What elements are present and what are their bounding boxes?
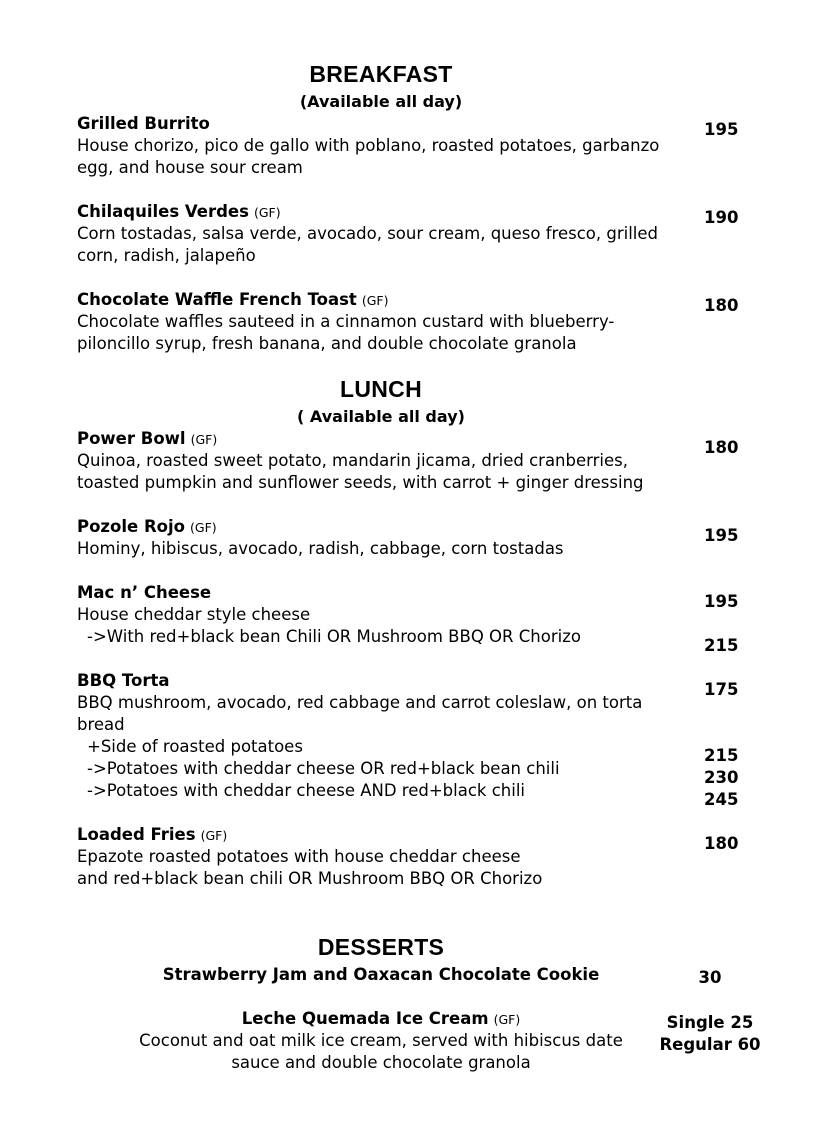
menu-item-desc: egg, and house sour cream: [77, 158, 303, 177]
menu-item-name: Chocolate Waffle French Toast (GF): [77, 290, 389, 309]
dessert-item-desc: sauce and double chocolate granola: [231, 1053, 531, 1072]
menu-item-desc: and red+black bean chili OR Mushroom BBQ OR Chorizo: [77, 869, 543, 888]
menu-item-desc: bread: [77, 715, 125, 734]
menu-item-price: 180: [704, 834, 739, 853]
menu-item-desc: House chorizo, pico de gallo with poblano, roasted potatoes, garbanzo: [77, 136, 660, 155]
breakfast-heading: BREAKFAST: [309, 61, 453, 87]
menu-item-option: ->Potatoes with cheddar cheese OR red+black bean chili: [87, 759, 560, 778]
desserts-heading: DESSERTS: [317, 934, 445, 960]
menu-item-price: 195: [704, 592, 739, 611]
menu-item-price: 180: [704, 438, 739, 457]
menu-item-name: Grilled Burrito: [77, 114, 210, 133]
dessert-price-single: Single 25: [666, 1013, 754, 1032]
menu-item-desc: Corn tostadas, salsa verde, avocado, sour cream, queso fresco, grilled: [77, 224, 658, 243]
menu-item-option-price: 215: [704, 636, 739, 655]
dessert-item-name: Leche Quemada Ice Cream (GF): [241, 1009, 521, 1028]
menu-item-desc: Quinoa, roasted sweet potato, mandarin jicama, dried cranberries,: [77, 451, 628, 470]
menu-item-option-price: 215: [704, 746, 739, 765]
gf-tag: (GF): [190, 432, 218, 447]
menu-item-desc: BBQ mushroom, avocado, red cabbage and carrot coleslaw, on torta: [77, 693, 643, 712]
menu-item-price: 190: [704, 208, 739, 227]
menu-item-price: 175: [704, 680, 739, 699]
gf-tag: (GF): [190, 520, 217, 535]
menu-item-desc: Epazote roasted potatoes with house cheddar cheese: [77, 847, 521, 866]
gf-tag: (GF): [200, 828, 228, 843]
menu-item-desc: corn, radish, jalapeño: [77, 246, 256, 265]
menu-item-option: +Side of roasted potatoes: [87, 737, 303, 756]
menu-item-desc: Chocolate waffles sauteed in a cinnamon custard with blueberry-: [77, 312, 615, 331]
breakfast-subtitle: (Available all day): [299, 92, 463, 111]
menu-item-desc: piloncillo syrup, fresh banana, and double chocolate granola: [77, 334, 577, 353]
menu-item-option: ->With red+black bean Chili OR Mushroom BBQ OR Chorizo: [87, 627, 581, 646]
dessert-item-price: 30: [698, 968, 722, 987]
menu-item-name: Power Bowl (GF): [77, 429, 218, 448]
dessert-item-name: Strawberry Jam and Oaxacan Chocolate Cookie: [162, 965, 600, 984]
gf-tag: (GF): [361, 293, 389, 308]
menu-item-desc: House cheddar style cheese: [77, 605, 311, 624]
menu-item-name: Chilaquiles Verdes (GF): [77, 202, 281, 221]
menu-item-desc: toasted pumpkin and sunflower seeds, with carrot + ginger dressing: [77, 473, 644, 492]
menu-item-price: 180: [704, 296, 739, 315]
menu-item-option-price: 245: [704, 790, 739, 809]
menu-item-option-price: 230: [704, 768, 739, 787]
menu-item-option: ->Potatoes with cheddar cheese AND red+black chili: [87, 781, 525, 800]
menu-item-price: 195: [704, 120, 739, 139]
lunch-heading: LUNCH: [340, 376, 422, 402]
menu-item-desc: Hominy, hibiscus, avocado, radish, cabbage, corn tostadas: [77, 539, 564, 558]
dessert-item-desc: Coconut and oat milk ice cream, served with hibiscus date: [139, 1031, 623, 1050]
menu-item-name: Loaded Fries (GF): [77, 825, 228, 844]
menu-item-name: Mac n’ Cheese: [77, 583, 212, 602]
gf-tag: (GF): [493, 1012, 521, 1027]
gf-tag: (GF): [253, 205, 281, 220]
lunch-subtitle: ( Available all day): [297, 407, 465, 426]
menu-item-name: BBQ Torta: [77, 671, 170, 690]
dessert-price-regular: Regular 60: [659, 1035, 761, 1054]
menu-item-price: 195: [704, 526, 739, 545]
menu-item-name: Pozole Rojo (GF): [77, 517, 217, 536]
